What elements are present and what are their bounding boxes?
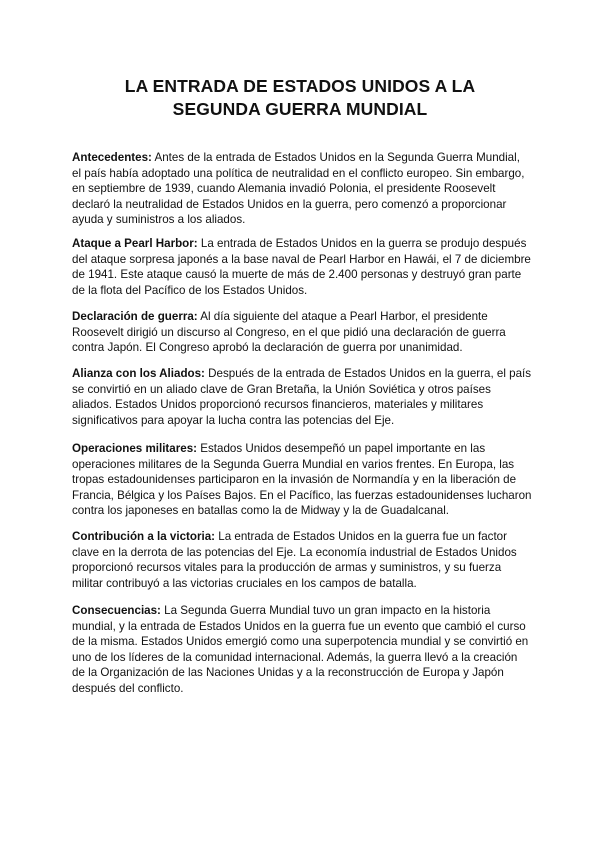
section-text: La entrada de Estados Unidos en la guerra se produjo después del ataque sorpresa japonés a la base naval de Pearl Harbor en Hawái, el 7 de diciembre de 1941. Este ataque causó la muerte de más de 2.400 personas y destruyó gran parte de la flota del Pacífico de los Estados Unidos. [72,237,531,297]
section-text: Estados Unidos desempeñó un papel importante en las operaciones militares de la Segunda Guerra Mundial en varios frentes. En Europa, las tropas estadounidenses participaron en la invasión de Normandía y en la liberación de Francia, Bélgica y los Países Bajos. En el Pacífico, las fuerzas estadounidenses lucharon contra los japoneses en batallas como la de Midway y la de Guadalcanal. [72,442,532,518]
section-declaracion [72,309,532,356]
section-heading: Declaración de guerra: [72,310,198,323]
section-text: La Segunda Guerra Mundial tuvo un gran impacto en la historia mundial, y la entrada de Estados Unidos en la guerra fue un evento que cambió el curso de la misma. Estados Unidos emergió como una superpotencia mundial y se convirtió en uno de los líderes de la comunidad internacional. Además, la guerra llevó a la creación de la Organización de las Naciones Unidas y a la reconstrucción de Europa y Japón después del conflicto. [72,604,529,695]
section-operaciones [72,441,532,519]
section-text: Al día siguiente del ataque a Pearl Harbor, el presidente Roosevelt dirigió un discurso al Congreso, en el que pidió una declaración de guerra contra Japón. El Congreso aprobó la declaración de guerra por unanimidad. [72,310,506,355]
section-alianza [72,366,532,428]
section-pearl-harbor [72,236,532,298]
document-title [40,75,560,121]
section-antecedentes [72,150,532,228]
section-contribucion [72,529,532,591]
section-heading: Alianza con los Aliados: [72,367,205,380]
section-heading: Antecedentes: [72,151,152,164]
section-heading: Operaciones militares: [72,442,198,455]
section-text: Antes de la entrada de Estados Unidos en la Segunda Guerra Mundial, el país había adoptado una política de neutralidad en el conflicto europeo. Sin embargo, en septiembre de 1939, cuando Alemania invadió Polonia, el presidente Roosevelt declaró la neutralidad de Estados Unidos en la guerra, pero comenzó a proporcionar ayuda y suministros a los aliados. [72,151,525,227]
section-text: La entrada de Estados Unidos en la guerra fue un factor clave en la derrota de las potencias del Eje. La economía industrial de Estados Unidos proporcionó recursos vitales para la producción de armas y suministros, y su fuerza militar contribuyó a las victorias cruciales en los campos de batalla. [72,530,517,590]
section-consecuencias [72,603,532,697]
section-heading: Contribución a la victoria: [72,530,216,543]
title-line-1: LA ENTRADA DE ESTADOS UNIDOS A LA [124,76,476,96]
section-heading: Ataque a Pearl Harbor: [72,237,198,250]
section-text: Después de la entrada de Estados Unidos en la guerra, el país se convirtió en un aliado clave de Gran Bretaña, la Unión Soviética y otros países aliados. Estados Unidos proporcionó recursos financieros, materiales y militares significativos para apoyar la lucha contra las potencias del Eje. [72,367,532,427]
title-line-2: SEGUNDA GUERRA MUNDIAL [172,99,428,119]
section-heading: Consecuencias: [72,604,161,617]
